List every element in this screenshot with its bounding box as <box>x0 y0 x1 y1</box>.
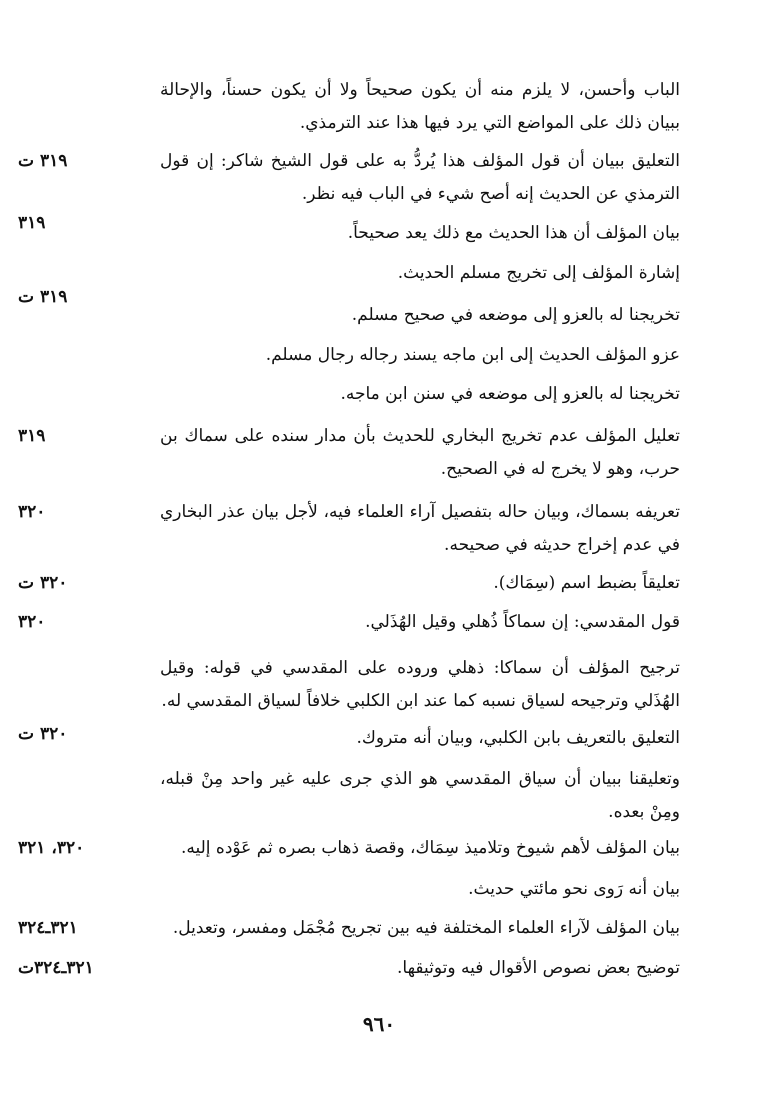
entry-text: بيان المؤلف أن هذا الحديث مع ذلك يعد صحيحاً. <box>347 223 680 243</box>
entry-text: عزو المؤلف الحديث إلى ابن ماجه يسند رجاله رجال مسلم. <box>265 345 680 365</box>
entry-page-ref: ٣٢١ـ٣٢٤ت <box>18 958 94 978</box>
entry-text: تعليل المؤلف عدم تخريج البخاري للحديث بأن مدار سنده على سماك بن حرب، وهو لا يخرج له في الصحيح. <box>160 426 680 479</box>
entry-page-ref: ٣١٩ ت <box>18 287 68 307</box>
entry-text: تعريفه بسماك، وبيان حاله بتفصيل آراء العلماء فيه، لأجل بيان عذر البخاري في عدم إخراج حديثه في صحيحه. <box>160 502 680 555</box>
entry-text: بيان أنه رَوى نحو مائتي حديث. <box>468 879 680 899</box>
entry-page-ref: ٣٢٠ <box>18 502 46 522</box>
entry-page-ref: ٣٢٠ ت <box>18 573 68 593</box>
entry-page-ref: ٣٢٠، ٣٢١ <box>18 838 85 858</box>
entry-text: تعليقاً بضبط اسم (سِمَاك). <box>493 573 680 593</box>
page-number: ٩٦٠ <box>362 1012 396 1036</box>
entry-page-ref: ٣١٩ <box>18 426 46 446</box>
entry-text: بيان المؤلف لأهم شيوخ وتلاميذ سِمَاك، وقصة ذهاب بصره ثم عَوْده إليه. <box>180 838 680 858</box>
entry-page-ref: ٣١٩ <box>18 213 46 233</box>
entry-page-ref: ٣٢٠ <box>18 612 46 632</box>
entry-text: قول المقدسي: إن سماكاً ذُهلي وقيل الهُذَلي. <box>365 612 680 632</box>
entry-text: التعليق بالتعريف بابن الكلبي، وبيان أنه متروك. <box>356 728 680 748</box>
entry-text: التعليق ببيان أن قول المؤلف هذا يُردُّ به على قول الشيخ شاكر: إن قول الترمذي عن الحديث إنه أصح شيء في الباب فيه نظر. <box>160 151 680 204</box>
entry-text: توضيح بعض نصوص الأقوال فيه وتوثيقها. <box>396 958 680 978</box>
entry-page-ref: ٣٢١ـ٣٢٤ <box>18 918 78 938</box>
entry-text: بيان المؤلف لآراء العلماء المختلفة فيه بين تجريح مُجْمَل ومفسر، وتعديل. <box>172 918 680 938</box>
entry-text: وتعليقنا ببيان أن سياق المقدسي هو الذي جرى عليه غير واحد مِنْ قبله، ومِنْ بعده. <box>160 769 680 822</box>
entry-page-ref: ٣٢٠ ت <box>18 724 68 744</box>
entry-text: الباب وأحسن، لا يلزم منه أن يكون صحيحاً ولا أن يكون حسناً، والإحالة ببيان ذلك على المواضع التي يرد فيها هذا عند الترمذي. <box>160 80 680 133</box>
entry-text: ترجيح المؤلف أن سماكا: ذهلي وروده على المقدسي في قوله: وقيل الهُذَلي وترجيحه لسياق نسبه كما عند ابن الكلبي خلافاً لسياق المقدسي له. <box>160 658 680 711</box>
entry-text: إشارة المؤلف إلى تخريج مسلم الحديث. <box>397 263 680 283</box>
entry-text: تخريجنا له بالعزو إلى موضعه في صحيح مسلم. <box>351 305 680 325</box>
entry-page-ref: ٣١٩ ت <box>18 151 68 171</box>
entry-text: تخريجنا له بالعزو إلى موضعه في سنن ابن ماجه. <box>340 384 680 404</box>
